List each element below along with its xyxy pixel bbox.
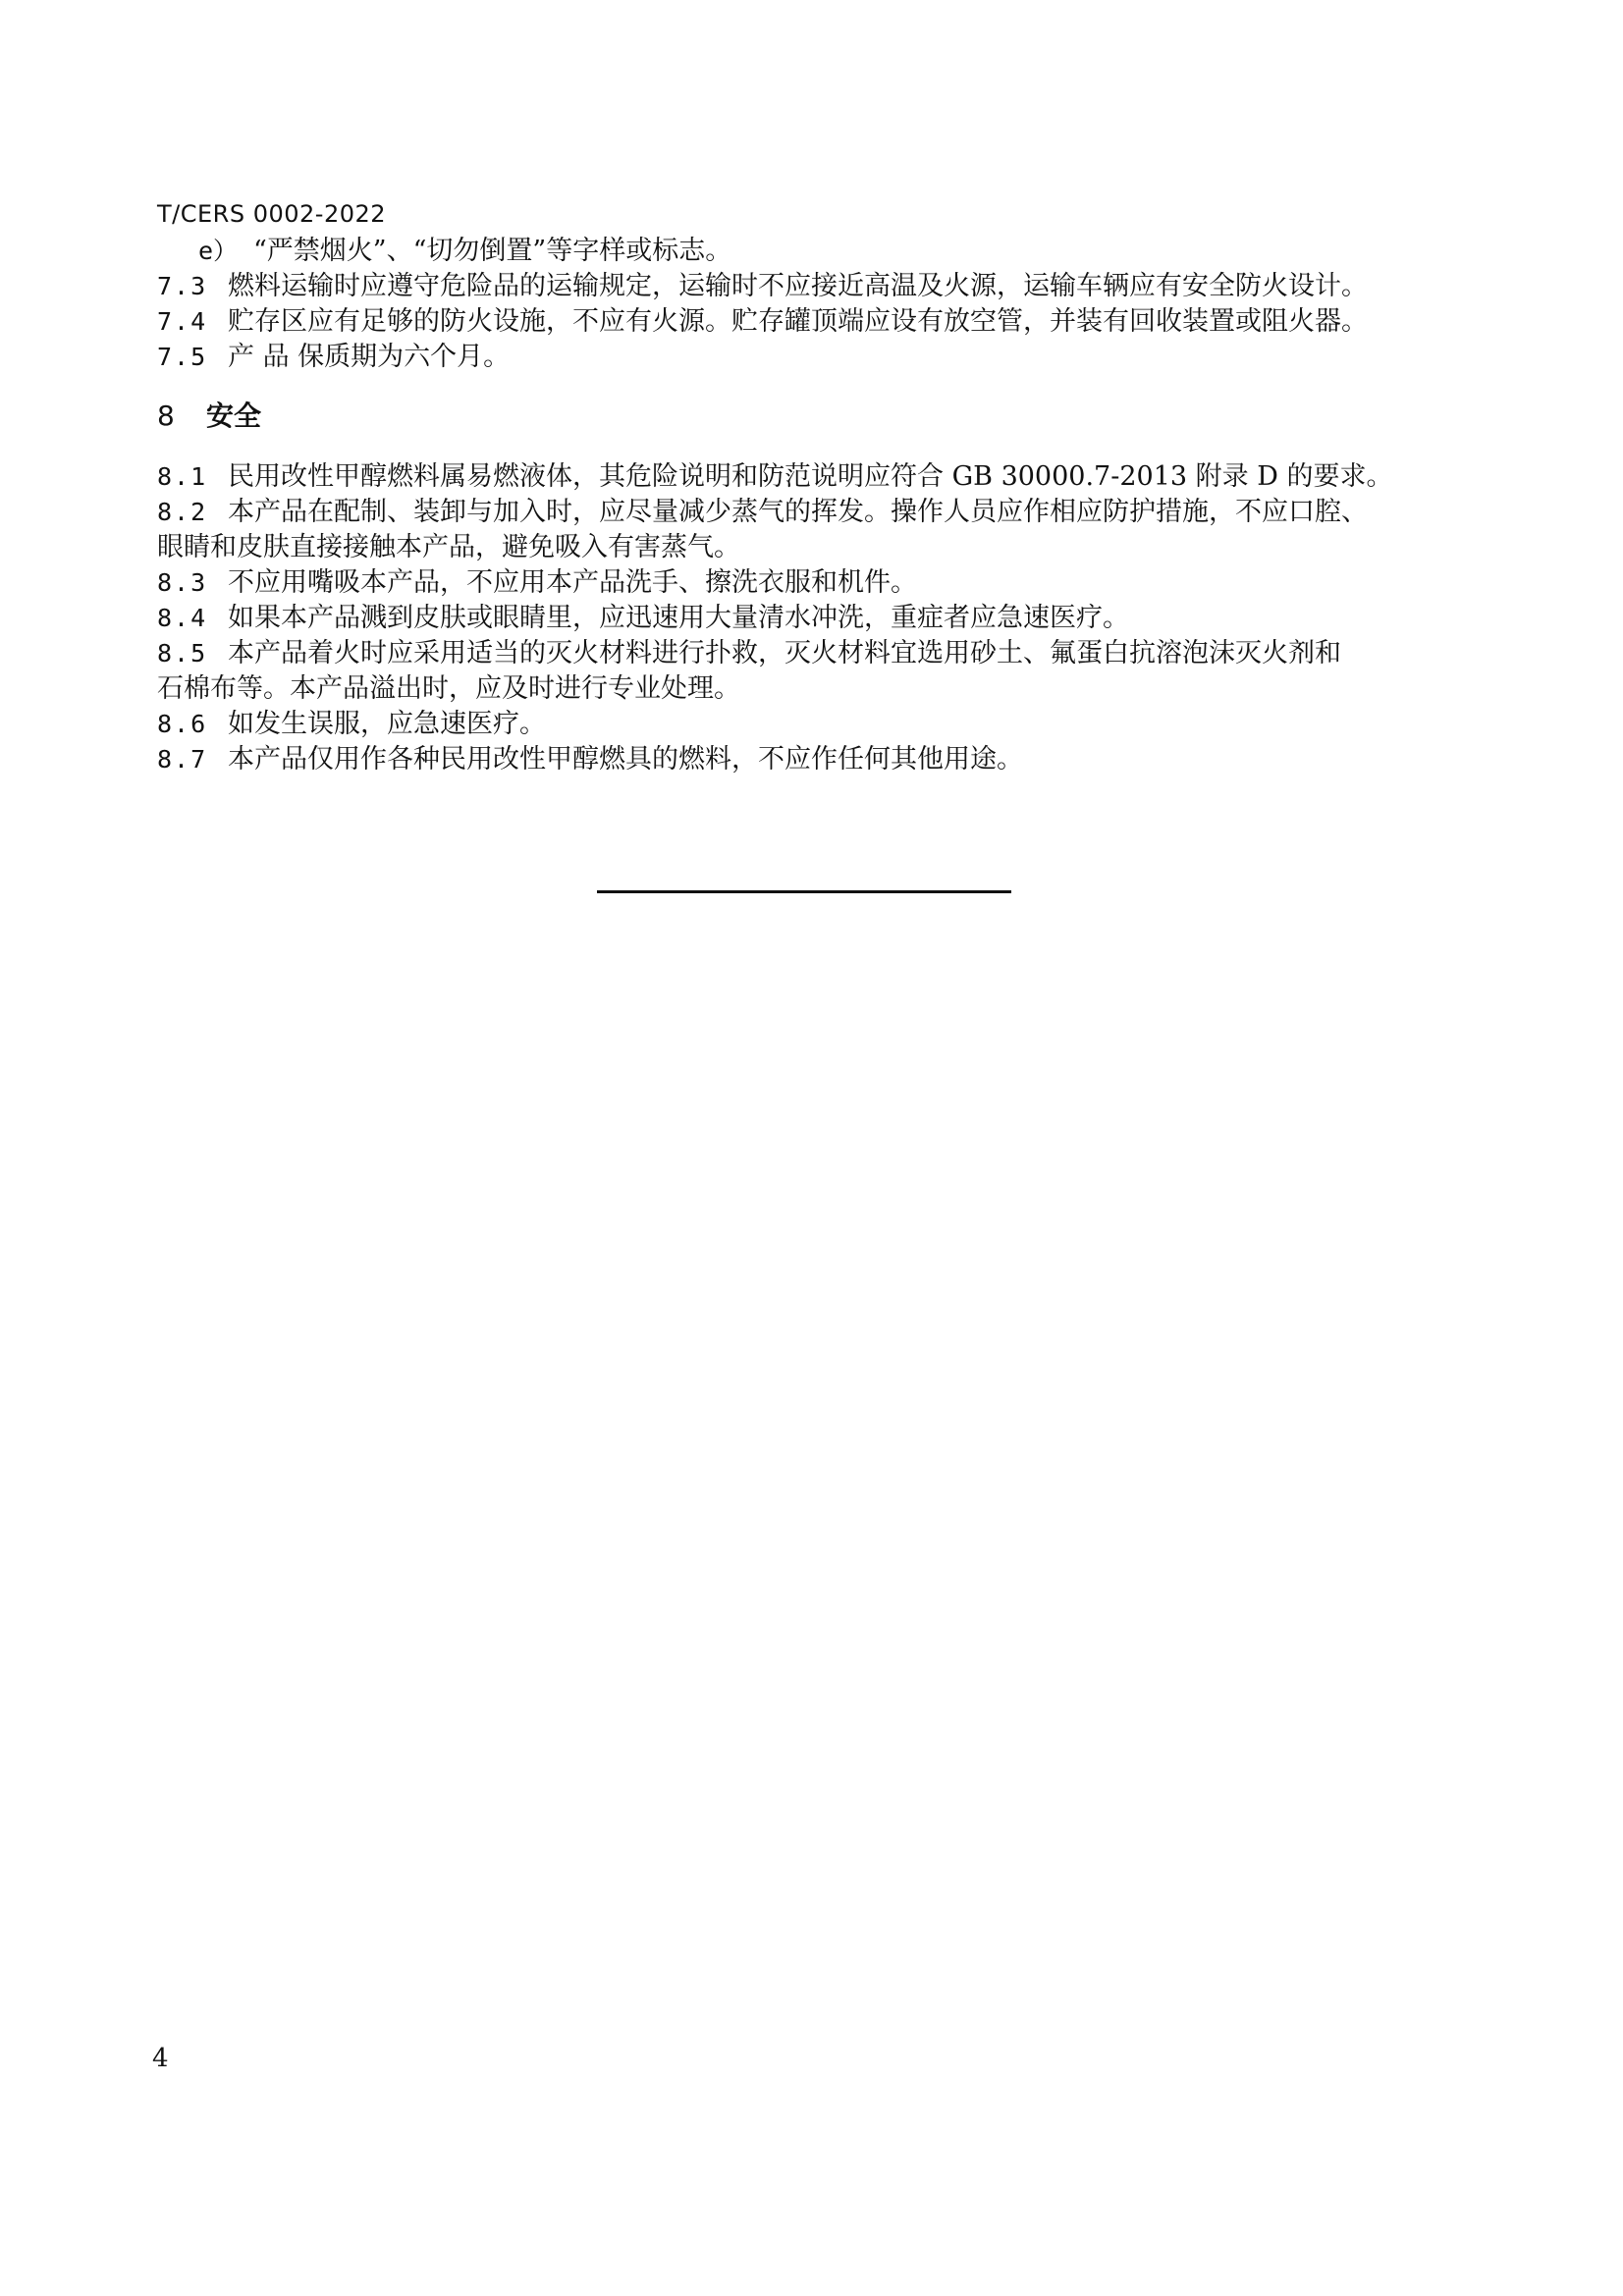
clause-text: 产 品 保质期为六个月。	[228, 342, 511, 372]
section-title: 安全	[206, 400, 262, 432]
clause-text: 燃料运输时应遵守危险品的运输规定，运输时不应接近高温及火源，运输车辆应有安全防火设计。	[228, 271, 1368, 301]
clause-number: 7.3	[157, 272, 208, 300]
list-item-e	[157, 234, 1473, 269]
clause-number: 8.4	[157, 604, 208, 632]
end-of-document-rule	[597, 890, 1011, 893]
clause-number: 7.4	[157, 307, 208, 336]
clause-7-3	[157, 269, 1473, 304]
clause-text-continued: 眼睛和皮肤直接接触本产品，避免吸入有害蒸气。	[157, 532, 740, 562]
clause-8-5	[157, 636, 1473, 707]
clause-text: 本产品在配制、装卸与加入时，应尽量减少蒸气的挥发。操作人员应作相应防护措施，不应口腔、	[228, 497, 1368, 527]
clause-text: 民用改性甲醇燃料属易燃液体，其危险说明和防范说明应符合 GB 30000.7-2013 附录 D 的要求。	[228, 461, 1393, 492]
list-item-marker: e）	[198, 237, 239, 265]
clause-7-4	[157, 304, 1473, 340]
clause-number: 8.3	[157, 568, 208, 597]
clause-text: 如发生误服，应急速医疗。	[228, 709, 546, 739]
clause-8-4	[157, 601, 1473, 636]
section-number: 8	[157, 400, 175, 432]
clause-text: 如果本产品溅到皮肤或眼睛里，应迅速用大量清水冲洗，重症者应急速医疗。	[228, 603, 1129, 633]
document-code: T/CERS 0002-2022	[157, 200, 387, 228]
clause-number: 8.5	[157, 639, 208, 667]
clause-8-7	[157, 742, 1473, 777]
clause-8-2	[157, 495, 1473, 565]
clause-text-continued: 石棉布等。本产品溢出时，应及时进行专业处理。	[157, 673, 740, 704]
clause-text: 贮存区应有足够的防火设施，不应有火源。贮存罐顶端应设有放空管，并装有回收装置或阻火器。	[228, 306, 1368, 337]
clause-8-1	[157, 459, 1473, 495]
clause-text: 本产品着火时应采用适当的灭火材料进行扑救，灭火材料宜选用砂土、氟蛋白抗溶泡沫灭火剂和	[228, 638, 1341, 668]
clause-text: 不应用嘴吸本产品，不应用本产品洗手、擦洗衣服和机件。	[228, 567, 917, 598]
clause-number: 7.5	[157, 343, 208, 371]
section-heading-8	[157, 399, 1473, 434]
clause-number: 8.6	[157, 710, 208, 738]
document-body	[157, 234, 1473, 777]
clause-8-3	[157, 565, 1473, 601]
list-item-text: “严禁烟火”、“切勿倒置”等字样或标志。	[253, 236, 732, 266]
clause-number: 8.1	[157, 462, 208, 491]
clause-number: 8.2	[157, 498, 208, 526]
clause-text: 本产品仅用作各种民用改性甲醇燃具的燃料，不应作任何其他用途。	[228, 744, 1023, 774]
clause-7-5	[157, 340, 1473, 375]
clause-8-6	[157, 707, 1473, 742]
page-number: 4	[152, 2044, 169, 2073]
clause-number: 8.7	[157, 745, 208, 774]
